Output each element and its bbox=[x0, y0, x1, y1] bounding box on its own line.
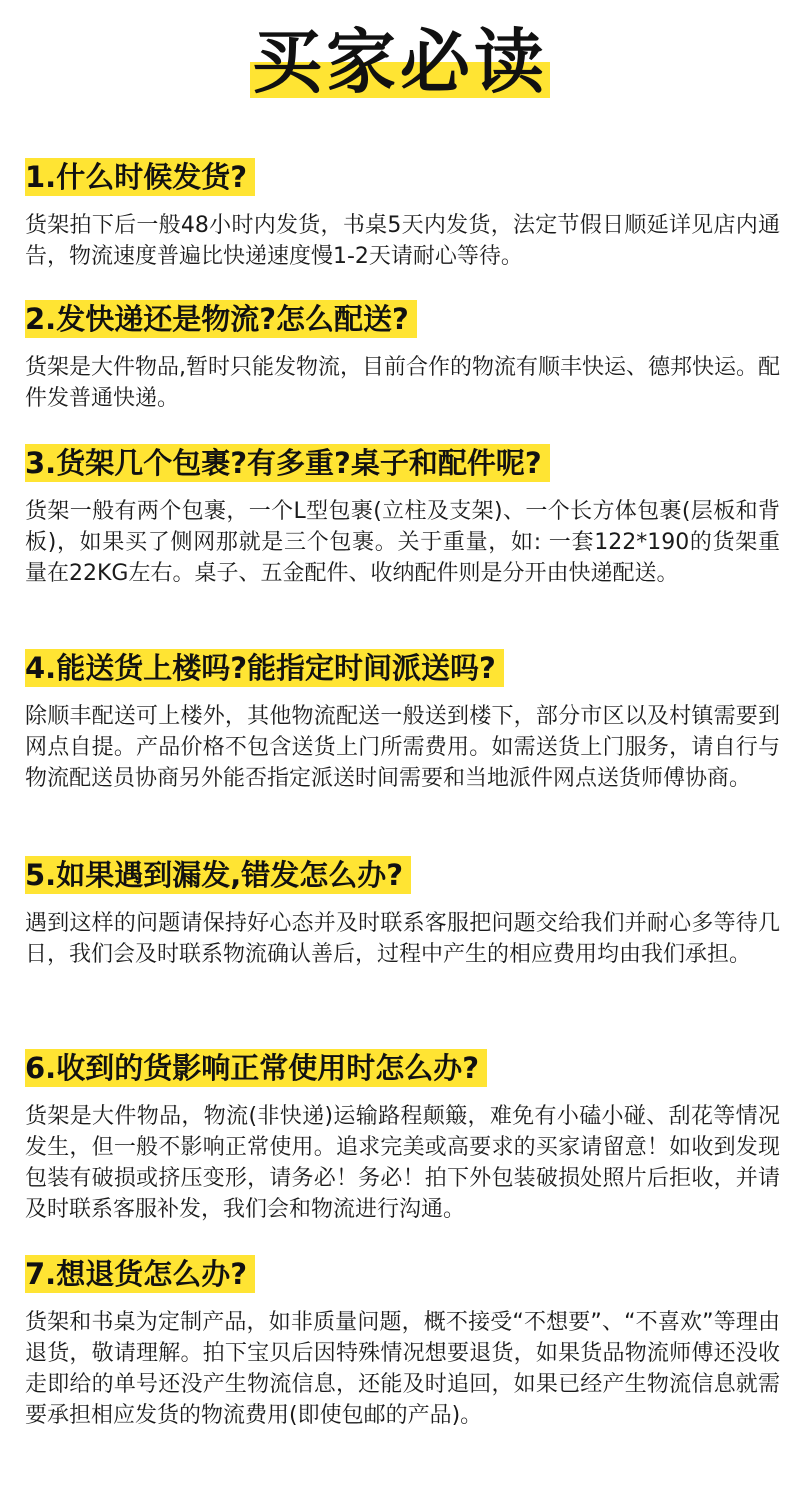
faq-section-6 bbox=[25, 1049, 780, 1225]
faq-section-1 bbox=[25, 158, 780, 272]
faq-section-7 bbox=[25, 1255, 780, 1431]
faq-answer: 货架是大件物品,暂时只能发物流，目前合作的物流有顺丰快运、德邦快运。配件发普通快递。 bbox=[25, 355, 780, 411]
faq-answer: 除顺丰配送可上楼外，其他物流配送一般送到楼下，部分市区以及村镇需要到网点自提。产品价格不包含送货上门所需费用。如需送货上门服务，请自行与物流配送员协商另外能否指定派送时间需要和当地派件网点送货师傅协商。 bbox=[25, 704, 780, 791]
faq-question: 4.能送货上楼吗?能指定时间派送吗? bbox=[25, 649, 504, 687]
faq-answer: 货架是大件物品，物流(非快递)运输路程颠簸，难免有小磕小碰、刮花等情况发生，但一般不影响正常使用。追求完美或高要求的买家请留意！如收到发现包装有破损或挤压变形，请务必！务必！拍下外包装破损处照片后拒收，并请及时联系客服补发，我们会和物流进行沟通。 bbox=[25, 1104, 780, 1222]
faq-answer: 货架一般有两个包裹，一个L型包裹(立柱及支架)、一个长方体包裹(层板和背板)，如果买了侧网那就是三个包裹。关于重量，如: 一套122*190的货架重量在22KG左右。桌子、五金配件、收纳配件则是分开由快递配送。 bbox=[25, 499, 780, 586]
faq-question: 7.想退货怎么办? bbox=[25, 1255, 255, 1293]
faq-question: 1.什么时候发货? bbox=[25, 158, 255, 196]
faq-question: 5.如果遇到漏发,错发怎么办? bbox=[25, 856, 411, 894]
faq-section-2 bbox=[25, 300, 780, 414]
faq-answer: 货架拍下后一般48小时内发货，书桌5天内发货，法定节假日顺延详见店内通告，物流速度普遍比快递速度慢1-2天请耐心等待。 bbox=[25, 213, 780, 269]
faq-answer: 货架和书桌为定制产品，如非质量问题，概不接受“不想要”、“不喜欢”等理由退货，敬请理解。拍下宝贝后因特殊情况想要退货，如果货品物流师傅还没收走即给的单号还没产生物流信息，还能及时追回，如果已经产生物流信息就需要承担相应发货的物流费用(即使包邮的产品)。 bbox=[25, 1310, 780, 1428]
faq-section-5 bbox=[25, 856, 780, 970]
page-title: 买家必读 bbox=[252, 21, 548, 103]
faq-section-4 bbox=[25, 649, 780, 794]
faq-question: 6.收到的货影响正常使用时怎么办? bbox=[25, 1049, 487, 1087]
faq-question: 2.发快递还是物流?怎么配送? bbox=[25, 300, 417, 338]
faq-section-3 bbox=[25, 444, 780, 589]
title-area bbox=[0, 18, 800, 110]
faq-answer: 遇到这样的问题请保持好心态并及时联系客服把问题交给我们并耐心多等待几日，我们会及时联系物流确认善后，过程中产生的相应费用均由我们承担。 bbox=[25, 911, 780, 967]
faq-question: 3.货架几个包裹?有多重?桌子和配件呢? bbox=[25, 444, 550, 482]
